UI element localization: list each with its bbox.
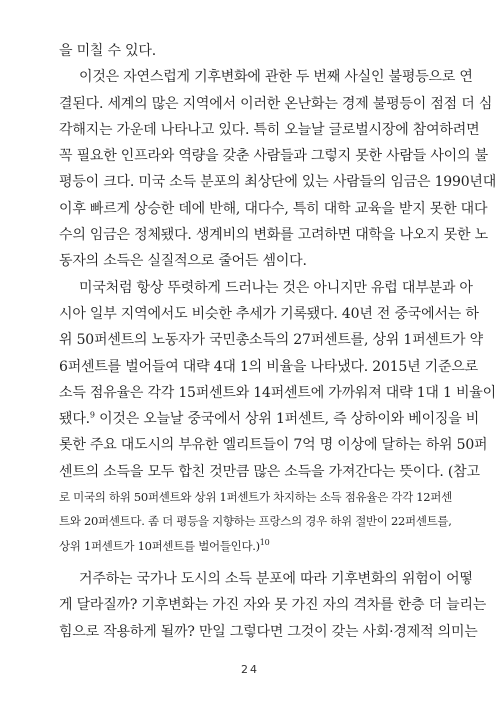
paragraph-1 (59, 38, 419, 64)
note-line: 트와 20퍼센트다. 좀 더 평등을 지향하는 프랑스의 경우 하위 절반이 22퍼센트를, (59, 514, 452, 529)
text-line: 평등이 크다. 미국 소득 분포의 최상단에 있는 사람들의 임금은 1990년대 (59, 174, 497, 191)
text-line: 동자의 소득은 실질적으로 줄어든 셈이다. (59, 253, 307, 270)
paragraph-gap (59, 558, 419, 566)
text-line (59, 406, 480, 432)
text-line: 미국처럼 항상 뚜렷하게 드러나는 것은 아니지만 유럽 대부분과 아 (79, 279, 473, 296)
text-line: 이후 빠르게 상승한 데에 반해, 대다수, 특히 대학 교육을 받지 못한 대다 (59, 200, 488, 217)
text-line: 각해지는 가운데 나타나고 있다. 특히 오늘날 글로벌시장에 참여하려면 (59, 121, 480, 138)
text-fragment: 됐다. (59, 411, 90, 428)
parenthetical-note (59, 485, 452, 558)
paragraph-3 (59, 275, 496, 485)
text-line: 센트의 소득을 모두 합친 것만큼 많은 소득을 가져간다는 뜻이다. (참고 (59, 463, 480, 480)
text-line: 거주하는 국가나 도시의 소득 분포에 따라 기후변화의 위험이 어떻 (79, 570, 473, 587)
paragraph-2 (59, 64, 497, 274)
text-line: 시아 일부 지역에서도 비슷한 추세가 기록됐다. 40년 전 중국에서는 하 (59, 305, 479, 322)
text-fragment: 상위 1퍼센트가 10퍼센트를 벌어들인다.) (59, 538, 260, 553)
text-fragment: 이것은 오늘날 중국에서 상위 1퍼센트, 즉 상하이와 베이징을 비 (99, 411, 480, 428)
footnote-marker: 9 (89, 410, 95, 420)
paragraph-4 (59, 566, 487, 645)
text-line: 이것은 자연스럽게 기후변화에 관한 두 번째 사실인 불평등으로 연 (79, 69, 473, 86)
note-line (59, 534, 419, 558)
page-number: 24 (241, 663, 259, 676)
text-line: 꼭 필요한 인프라와 역량을 갖춘 사람들과 그렇지 못한 사람들 사이의 불 (59, 148, 488, 165)
text-line: 소득 점유율은 각각 15퍼센트와 14퍼센트에 가까워져 대략 1대 1 비율이 (59, 384, 496, 401)
text-line: 수의 임금은 정체됐다. 생계비의 변화를 고려하면 대학을 나오지 못한 노 (59, 227, 488, 244)
text-line: 힘으로 작용하게 될까? 만일 그렇다면 그것이 갖는 사회·경제적 의미는 (59, 623, 478, 640)
text-line: 결된다. 세계의 많은 지역에서 이러한 온난화는 경제 불평등이 점점 더 심 (59, 95, 493, 112)
text-line: 롯한 주요 대도시의 부유한 엘리트들이 7억 명 이상에 달하는 하위 50퍼 (59, 437, 488, 454)
text-line: 을 미칠 수 있다. (59, 43, 156, 59)
text-line: 위 50퍼센트의 노동자가 국민총소득의 27퍼센트를, 상위 1퍼센트가 약 (59, 332, 483, 349)
note-line: 로 미국의 하위 50퍼센트와 상위 1퍼센트가 차지하는 소득 점유율은 각각 12퍼센 (59, 490, 452, 505)
document-page (59, 38, 497, 645)
footnote-marker: 10 (259, 537, 270, 547)
text-line: 게 달라질까? 기후변화는 가진 자와 못 가진 자의 격차를 한층 더 늘리는 (59, 597, 487, 614)
text-line: 6퍼센트를 벌어들여 대략 4대 1의 비율을 나타냈다. 2015년 기준으로 (59, 358, 478, 375)
